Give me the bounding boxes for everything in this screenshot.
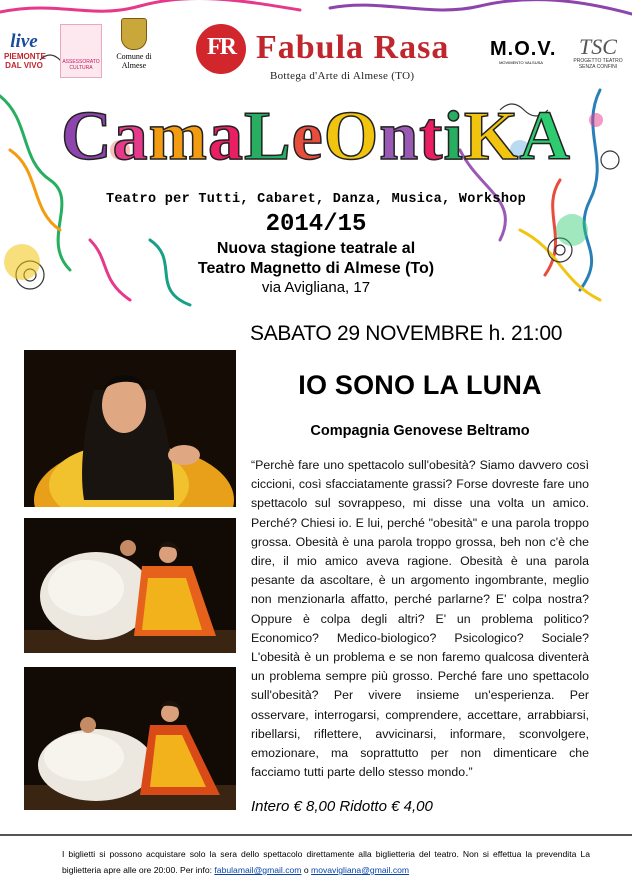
genres-line: Teatro per Tutti, Cabaret, Danza, Musica, Workshop bbox=[105, 192, 527, 207]
title-letter: A bbox=[519, 98, 571, 175]
title-letter: e bbox=[291, 98, 324, 175]
tsc-logo bbox=[568, 36, 628, 70]
show-title: IO SONO LA LUNA bbox=[298, 370, 542, 400]
company-name: Compagnia Genovese Beltramo bbox=[310, 423, 530, 439]
mov-logo bbox=[490, 38, 557, 65]
show-description: “Perchè fare uno spettacolo sull'obesità? Siamo davvero così ciccioni, così sfacciatamente grassi? Forse dovreste fare uno spettacolo sul sovrappeso, mi disse una volta un amico. Perché? Chiesi io. E lui, perché "obesità" e una parola troppo grossa. Obesità è una parola troppo grossa, beh non c'è che dire, il mio amico aveva ragione. Obesità è una parola pesante da ascoltare, è un argomento ingombrante, meglio non menzionarla affatto, perché parlarne? E' colpa nostra? Oppure è colpa degli altri? E' un problema politico? Economico? Medico-biologico? Psicologico? Sociale? L'obesità è un problema e se non faremo qualcosa diventerà un problema sempre più grosso. Perché fare uno spettacolo sull'obesità? Per vivere insieme un'esperienza. Per osservare, interrogarsi, comprendere, accettare, arrabbiarsi, ribellarsi, riflettere, avvicinarsi, informare, sconvolgere, emozionare, ma soprattutto per non dimenticare che facciamo tutti parte dello stesso mondo.” bbox=[251, 458, 589, 780]
event-datetime: SABATO 29 NOVEMBRE h. 21:00 bbox=[250, 322, 563, 345]
tsc-name: TSC bbox=[579, 34, 617, 59]
festival-title bbox=[24, 98, 608, 176]
performer-photo-3 bbox=[24, 667, 236, 810]
piemonte-logo-text: PIEMONTE DAL VIVO bbox=[4, 52, 46, 70]
title-letter: i bbox=[443, 98, 464, 175]
fabula-email-link[interactable]: fabulamail@gmail.com bbox=[214, 865, 302, 875]
live-logo-text: live bbox=[10, 31, 38, 52]
fabula-rasa-name: Fabula Rasa bbox=[256, 29, 450, 66]
mov-subtitle: MOVIMENTO VALSUSA bbox=[499, 60, 543, 65]
footer-divider bbox=[0, 834, 632, 836]
header-banner bbox=[0, 0, 632, 310]
sponsor-poster-logo bbox=[60, 24, 102, 78]
coat-of-arms-icon bbox=[121, 18, 147, 50]
ticket-info bbox=[62, 846, 590, 878]
title-letter: K bbox=[463, 98, 520, 175]
comune-label: Comune di Almese bbox=[116, 52, 152, 70]
fabula-rasa-mark-icon bbox=[196, 24, 246, 74]
performer-photo-2 bbox=[24, 518, 236, 653]
season-year: 2014/15 bbox=[265, 211, 367, 238]
title-letter: t bbox=[419, 98, 444, 175]
title-letter: C bbox=[61, 98, 113, 175]
title-letter: a bbox=[207, 98, 244, 175]
fabula-mark-text: FR bbox=[207, 34, 235, 60]
venue-line-2: Teatro Magnetto di Almese (To) bbox=[197, 260, 435, 277]
mov-name: M.O.V. bbox=[490, 38, 557, 60]
tsc-subtitle: PROGETTO TEATRO SENZA CONFINI bbox=[573, 58, 623, 70]
venue-line-1: Nuova stagione teatrale al bbox=[216, 240, 416, 257]
ticket-prices: Intero € 8,00 Ridotto € 4,00 bbox=[251, 798, 433, 815]
performer-photo-1 bbox=[24, 350, 236, 507]
mov-email-link[interactable]: movavigliana@gmail.com bbox=[311, 865, 410, 875]
fabula-rasa-subtitle: Bottega d'Arte di Almese (TO) bbox=[270, 70, 415, 82]
ticket-info-conjunction: o bbox=[301, 865, 312, 875]
ticket-info-text: I biglietti si possono acquistare solo la sera dello spettacolo direttamente alla biglietteria del teatro. Non si effettua la prevendita La biglietteria apre alle ore 20:00. Per info: bbox=[62, 849, 590, 875]
title-letter: O bbox=[323, 98, 380, 175]
venue-address: via Avigliana, 17 bbox=[261, 279, 371, 296]
sponsor-poster-caption: ASSESSORATO CULTURA bbox=[62, 59, 100, 71]
piemonte-dal-vivo-logo bbox=[4, 32, 44, 70]
title-letter: a bbox=[112, 98, 149, 175]
title-letter: n bbox=[379, 98, 420, 175]
title-letter: m bbox=[148, 98, 208, 175]
title-letter: L bbox=[243, 98, 292, 175]
comune-almese-logo bbox=[112, 18, 156, 70]
